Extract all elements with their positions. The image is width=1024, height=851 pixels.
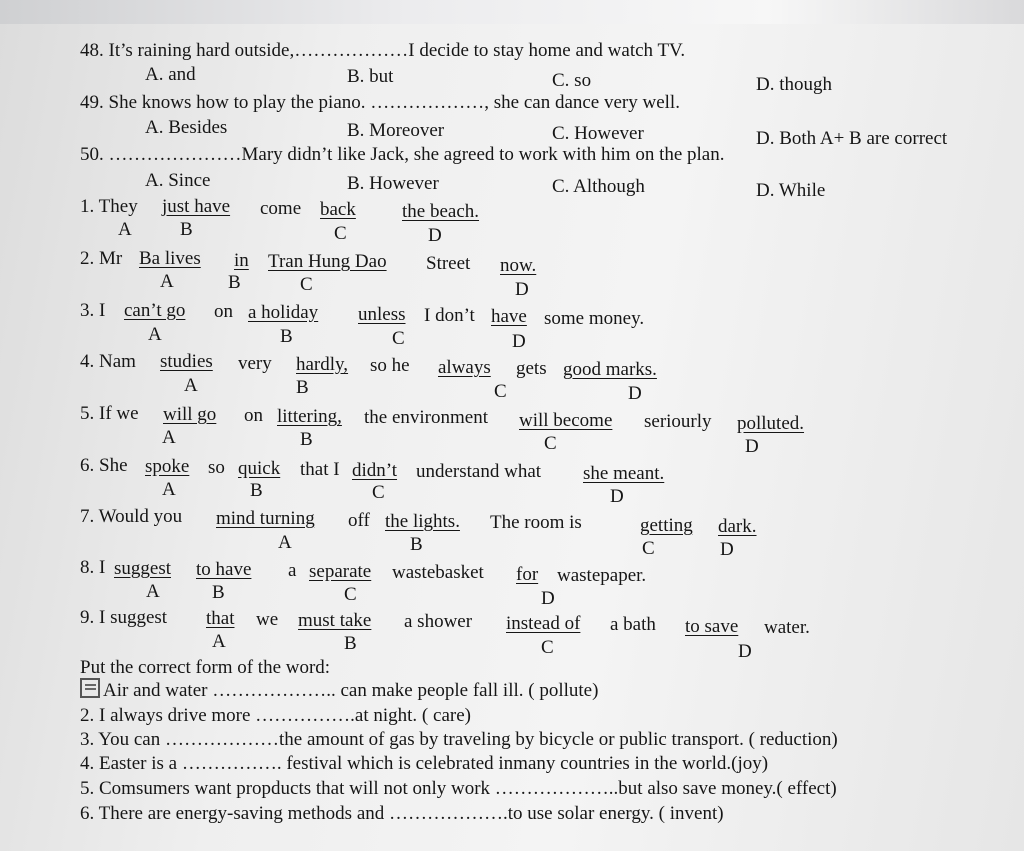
s1-part-d: the beach. — [402, 201, 480, 222]
s6-word-1: 6. She — [80, 455, 128, 476]
q48-option-b: B. but — [347, 66, 394, 87]
s6-word-7: understand what — [416, 461, 542, 482]
word-form-item-1: Air and water ……………….. can make people fall ill. ( pollute) — [103, 680, 599, 701]
s8-letter-d: D — [541, 588, 555, 609]
s9-letter-c: C — [541, 637, 554, 658]
word-form-item-3: 3. You can ………………the amount of gas by traveling by bicycle or public transport. ( reduction) — [80, 729, 838, 750]
s5-word-3: on — [244, 405, 263, 426]
s7-letter-a: A — [278, 532, 292, 553]
s6-part-d: she meant. — [583, 463, 665, 484]
s3-word-6: I don’t — [424, 305, 475, 326]
s5-letter-d: D — [745, 436, 759, 457]
s9-word-5: a shower — [404, 611, 473, 632]
s1-word-3: come — [260, 198, 302, 219]
s2-letter-d: D — [515, 279, 529, 300]
s6-letter-c: C — [372, 482, 385, 503]
s3-letter-d: D — [512, 331, 526, 352]
s9-part-b: must take — [298, 610, 372, 631]
s4-part-a: studies — [160, 351, 213, 372]
s9-part-c: instead of — [506, 613, 581, 634]
s7-letter-d: D — [720, 539, 734, 560]
s5-part-a: will go — [163, 404, 217, 425]
s2-letter-b: B — [228, 272, 241, 293]
s3-letter-b: B — [280, 326, 293, 347]
s5-word-7: seriourly — [644, 411, 712, 432]
s4-letter-c: C — [494, 381, 507, 402]
word-form-heading: Put the correct form of the word: — [80, 657, 331, 678]
s6-part-b: quick — [238, 458, 281, 479]
s7-part-b: the lights. — [385, 511, 460, 532]
s3-word-8: some money. — [544, 308, 645, 329]
s4-word-1: 4. Nam — [80, 351, 136, 372]
s5-letter-a: A — [162, 427, 176, 448]
question-50-stem: 50. …………………Mary didn’t like Jack, she agreed to work with him on the plan. — [80, 144, 725, 165]
s4-letter-d: D — [628, 383, 642, 404]
s3-letter-a: A — [148, 324, 162, 345]
s8-letter-b: B — [212, 582, 225, 603]
s4-word-5: so he — [370, 355, 410, 376]
s3-part-c: unless — [358, 304, 406, 325]
s4-part-c: always — [438, 357, 491, 378]
question-49-stem: 49. She knows how to play the piano. ………………, she can dance very well. — [80, 92, 680, 113]
s8-letter-a: A — [146, 581, 160, 602]
s9-letter-b: B — [344, 633, 357, 654]
item-1-checkbox[interactable] — [80, 678, 100, 698]
q48-option-a: A. and — [145, 64, 196, 85]
s9-word-3: we — [256, 609, 279, 630]
s9-letter-d: D — [738, 641, 752, 662]
s3-part-a: can’t go — [124, 300, 186, 321]
s9-word-1: 9. I suggest — [80, 607, 168, 628]
s7-word-5: The room is — [490, 512, 582, 533]
q50-option-d: D. While — [756, 180, 826, 201]
s4-part-b: hardly, — [296, 354, 349, 375]
s4-word-7: gets — [516, 358, 547, 379]
s3-word-1: 3. I — [80, 300, 106, 321]
s5-word-1: 5. If we — [80, 403, 139, 424]
s6-letter-d: D — [610, 486, 624, 507]
s8-word-8: wastepaper. — [557, 565, 647, 586]
word-form-item-6: 6. There are energy-saving methods and ……………….to use solar energy. ( invent) — [80, 803, 724, 824]
s7-word-3: off — [348, 510, 370, 531]
s4-letter-b: B — [296, 377, 309, 398]
s1-part-b: just have — [162, 196, 231, 217]
q48-option-c: C. so — [552, 70, 592, 91]
s1-letter-c: C — [334, 223, 347, 244]
s8-part-b: to have — [196, 559, 252, 580]
q50-option-b: B. However — [347, 173, 439, 194]
s9-letter-a: A — [212, 631, 226, 652]
s5-part-d: polluted. — [737, 413, 805, 434]
s7-word-1: 7. Would you — [80, 506, 183, 527]
s1-word-1: 1. They — [80, 196, 138, 217]
s2-part-d: now. — [500, 255, 537, 276]
word-form-item-4: 4. Easter is a ……………. festival which is celebrated inmany countries in the world.(joy) — [80, 753, 769, 774]
s5-letter-b: B — [300, 429, 313, 450]
s2-letter-c: C — [300, 274, 313, 295]
question-48-stem: 48. It’s raining hard outside,………………I decide to stay home and watch TV. — [80, 40, 686, 61]
q50-option-c: C. Although — [552, 176, 645, 197]
q49-option-a: A. Besides — [145, 117, 228, 138]
s7-letter-b: B — [410, 534, 423, 555]
s3-letter-c: C — [392, 328, 405, 349]
s1-letter-a: A — [118, 219, 132, 240]
q49-option-d: D. Both A+ B are correct — [756, 128, 948, 149]
s7-part-a: mind turning — [216, 508, 315, 529]
s9-word-9: water. — [764, 617, 810, 638]
word-form-item-2: 2. I always drive more …………….at night. ( care) — [80, 705, 471, 726]
s8-word-6: wastebasket — [392, 562, 484, 583]
s2-word-1: 2. Mr — [80, 248, 123, 269]
s6-letter-b: B — [250, 480, 263, 501]
s3-part-d: have — [491, 306, 527, 327]
q49-option-c: C. However — [552, 123, 644, 144]
s6-word-3: so — [208, 457, 225, 478]
s7-part-c: getting — [640, 515, 693, 536]
s4-letter-a: A — [184, 375, 198, 396]
s6-part-c: didn’t — [352, 460, 398, 481]
s1-part-c: back — [320, 199, 356, 220]
s8-part-a: suggest — [114, 558, 171, 579]
s2-part-b: in — [234, 250, 249, 271]
s6-letter-a: A — [162, 479, 176, 500]
s9-word-7: a bath — [610, 614, 656, 635]
s2-word-5: Street — [426, 253, 471, 274]
s6-word-5: that I — [300, 459, 340, 480]
s5-part-c: will become — [519, 410, 613, 431]
s7-letter-c: C — [642, 538, 655, 559]
monitor-bezel — [0, 0, 1024, 24]
q49-option-b: B. Moreover — [347, 120, 445, 141]
q48-option-d: D. though — [756, 74, 832, 95]
s4-word-3: very — [238, 353, 272, 374]
s2-part-c: Tran Hung Dao — [268, 251, 387, 272]
s6-part-a: spoke — [145, 456, 190, 477]
s8-part-d: for — [516, 564, 539, 585]
s4-part-d: good marks. — [563, 359, 657, 380]
s8-word-1: 8. I — [80, 557, 106, 578]
q50-option-a: A. Since — [145, 170, 211, 191]
s8-word-4: a — [288, 560, 297, 581]
s7-part-d: dark. — [718, 516, 757, 537]
s9-part-a: that — [206, 608, 235, 629]
s8-letter-c: C — [344, 584, 357, 605]
s3-part-b: a holiday — [248, 302, 319, 323]
s5-part-b: littering, — [277, 406, 342, 427]
s5-word-5: the environment — [364, 407, 488, 428]
s2-letter-a: A — [160, 271, 174, 292]
s2-part-a: Ba lives — [139, 248, 201, 269]
s1-letter-b: B — [180, 219, 193, 240]
s9-part-d: to save — [685, 616, 739, 637]
s3-word-3: on — [214, 301, 233, 322]
word-form-item-5: 5. Comsumers want propducts that will not only work ………………..but also save money.( effect) — [80, 778, 837, 799]
s5-letter-c: C — [544, 433, 557, 454]
s1-letter-d: D — [428, 225, 442, 246]
s8-part-c: separate — [309, 561, 372, 582]
